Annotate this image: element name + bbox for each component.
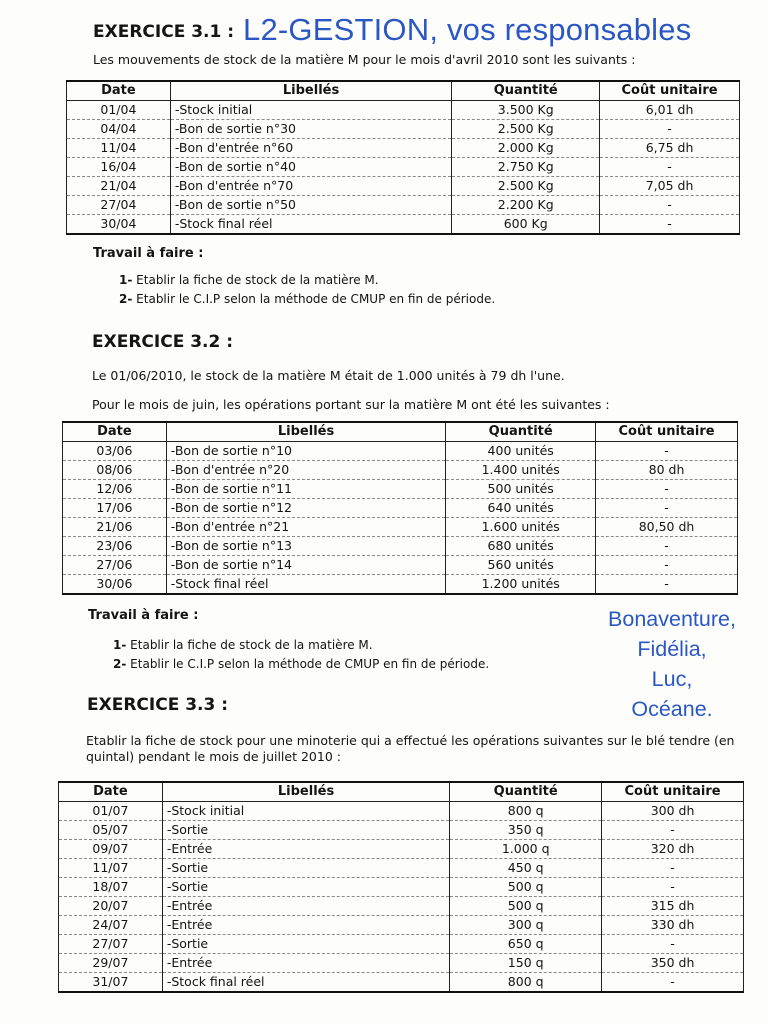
cell-unit-cost: 6,01 dh xyxy=(600,101,740,120)
exercise-2-task-2 xyxy=(113,657,489,671)
cell-quantity: 350 q xyxy=(450,821,602,840)
table-row xyxy=(67,139,740,158)
task-text: Etablir la fiche de stock de la matière M. xyxy=(130,638,373,652)
cell-quantity: 1.400 unités xyxy=(446,461,596,480)
cell-unit-cost: - xyxy=(600,120,740,139)
cell-date: 12/06 xyxy=(63,480,167,499)
table-row xyxy=(63,575,738,595)
header-date: Date xyxy=(59,782,163,802)
cell-label: -Sortie xyxy=(162,821,449,840)
cell-unit-cost: - xyxy=(596,575,738,595)
header-quantity: Quantité xyxy=(452,81,600,101)
table-row xyxy=(67,215,740,235)
cell-quantity: 500 unités xyxy=(446,480,596,499)
cell-date: 21/04 xyxy=(67,177,171,196)
task-text: Etablir le C.I.P selon la méthode de CMUP en fin de période. xyxy=(130,657,490,671)
exercise-3-title: EXERCICE 3.3 : xyxy=(87,695,229,715)
cell-unit-cost: - xyxy=(596,556,738,575)
cell-unit-cost: - xyxy=(602,878,744,897)
exercise-1-intro: Les mouvements de stock de la matière M pour le mois d'avril 2010 sont les suivants : xyxy=(93,52,636,67)
cell-unit-cost: - xyxy=(596,442,738,461)
cell-label: -Bon de sortie n°30 xyxy=(170,120,452,139)
cell-unit-cost: - xyxy=(602,821,744,840)
cell-label: -Entrée xyxy=(162,916,449,935)
cell-label: -Bon d'entrée n°21 xyxy=(166,518,446,537)
cell-label: -Bon d'entrée n°20 xyxy=(166,461,446,480)
table-row xyxy=(59,859,744,878)
cell-unit-cost: - xyxy=(602,859,744,878)
cell-quantity: 450 q xyxy=(450,859,602,878)
header-label: Libellés xyxy=(162,782,449,802)
cell-date: 27/06 xyxy=(63,556,167,575)
cell-label: -Stock final réel xyxy=(166,575,446,595)
cell-unit-cost: 330 dh xyxy=(602,916,744,935)
cell-quantity: 1.200 unités xyxy=(446,575,596,595)
cell-label: -Entrée xyxy=(162,954,449,973)
exercise-1-task-title: Travail à faire : xyxy=(93,246,204,261)
table-row xyxy=(63,518,738,537)
table-row xyxy=(63,461,738,480)
exercise-2-title: EXERCICE 3.2 : xyxy=(92,332,234,352)
cell-label: -Stock initial xyxy=(162,802,449,821)
cell-quantity: 800 q xyxy=(450,802,602,821)
cell-unit-cost: 7,05 dh xyxy=(600,177,740,196)
cell-date: 08/06 xyxy=(63,461,167,480)
cell-quantity: 2.750 Kg xyxy=(452,158,600,177)
table-row xyxy=(63,480,738,499)
table-row xyxy=(59,802,744,821)
task-number: 2- xyxy=(113,657,127,671)
exercise-2-task-1 xyxy=(113,638,373,652)
cell-quantity: 640 unités xyxy=(446,499,596,518)
cell-date: 27/07 xyxy=(59,935,163,954)
cell-quantity: 600 Kg xyxy=(452,215,600,235)
cell-unit-cost: - xyxy=(600,196,740,215)
header-unit-cost: Coût unitaire xyxy=(596,422,738,442)
cell-label: -Bon de sortie n°13 xyxy=(166,537,446,556)
responsables-names xyxy=(586,604,758,724)
cell-date: 31/07 xyxy=(59,973,163,993)
exercise-2-intro: Le 01/06/2010, le stock de la matière M était de 1.000 unités à 79 dh l'une. xyxy=(92,368,565,383)
cell-unit-cost: 300 dh xyxy=(602,802,744,821)
table-row xyxy=(59,916,744,935)
table-row xyxy=(59,954,744,973)
header-label: Libellés xyxy=(170,81,452,101)
cell-label: -Bon de sortie n°12 xyxy=(166,499,446,518)
task-number: 1- xyxy=(113,638,127,652)
header-unit-cost: Coût unitaire xyxy=(602,782,744,802)
cell-quantity: 150 q xyxy=(450,954,602,973)
cell-quantity: 680 unités xyxy=(446,537,596,556)
cell-quantity: 500 q xyxy=(450,897,602,916)
cell-unit-cost: 6,75 dh xyxy=(600,139,740,158)
cell-unit-cost: - xyxy=(596,537,738,556)
header-label: Libellés xyxy=(166,422,446,442)
cell-label: -Stock final réel xyxy=(170,215,452,235)
cell-quantity: 2.200 Kg xyxy=(452,196,600,215)
cell-quantity: 800 q xyxy=(450,973,602,993)
cell-label: -Bon d'entrée n°70 xyxy=(170,177,452,196)
cell-date: 23/06 xyxy=(63,537,167,556)
cell-quantity: 2.000 Kg xyxy=(452,139,600,158)
cell-date: 29/07 xyxy=(59,954,163,973)
exercise-2-intro-2: Pour le mois de juin, les opérations portant sur la matière M ont été les suivantes : xyxy=(92,397,610,412)
cell-date: 05/07 xyxy=(59,821,163,840)
exercise-3-table xyxy=(58,781,744,993)
table-row xyxy=(59,935,744,954)
cell-date: 30/06 xyxy=(63,575,167,595)
cell-quantity: 1.600 unités xyxy=(446,518,596,537)
cell-date: 18/07 xyxy=(59,878,163,897)
header-unit-cost: Coût unitaire xyxy=(600,81,740,101)
cell-date: 04/04 xyxy=(67,120,171,139)
cell-date: 17/06 xyxy=(63,499,167,518)
cell-date: 11/04 xyxy=(67,139,171,158)
cell-quantity: 650 q xyxy=(450,935,602,954)
cell-date: 30/04 xyxy=(67,215,171,235)
cell-label: -Sortie xyxy=(162,859,449,878)
table-row xyxy=(67,120,740,139)
task-number: 2- xyxy=(119,292,133,306)
cell-label: -Stock initial xyxy=(170,101,452,120)
cell-label: -Bon de sortie n°11 xyxy=(166,480,446,499)
cell-label: -Bon de sortie n°40 xyxy=(170,158,452,177)
cell-date: 21/06 xyxy=(63,518,167,537)
name-bonaventure: Bonaventure, xyxy=(608,607,736,631)
cell-label: -Bon de sortie n°50 xyxy=(170,196,452,215)
cell-date: 20/07 xyxy=(59,897,163,916)
header-date: Date xyxy=(67,81,171,101)
table-row xyxy=(63,537,738,556)
cell-quantity: 2.500 Kg xyxy=(452,177,600,196)
cell-date: 09/07 xyxy=(59,840,163,859)
cell-label: -Entrée xyxy=(162,897,449,916)
exercise-2-task-title: Travail à faire : xyxy=(88,608,199,623)
name-oceane: Océane. xyxy=(631,697,713,721)
cell-quantity: 3.500 Kg xyxy=(452,101,600,120)
overlay-title: L2-GESTION, vos responsables xyxy=(243,12,692,47)
cell-label: -Stock final réel xyxy=(162,973,449,993)
name-luc: Luc, xyxy=(651,667,693,691)
cell-date: 01/07 xyxy=(59,802,163,821)
table-row xyxy=(59,897,744,916)
table-row xyxy=(59,973,744,993)
table-row xyxy=(67,158,740,177)
cell-quantity: 560 unités xyxy=(446,556,596,575)
table-row xyxy=(63,442,738,461)
task-text: Etablir la fiche de stock de la matière M. xyxy=(136,273,379,287)
cell-unit-cost: 350 dh xyxy=(602,954,744,973)
exercise-2-table xyxy=(62,421,738,595)
table-row xyxy=(67,101,740,120)
cell-label: -Entrée xyxy=(162,840,449,859)
header-date: Date xyxy=(63,422,167,442)
cell-quantity: 300 q xyxy=(450,916,602,935)
exercise-1-table xyxy=(66,80,740,235)
exercise-1-task-1 xyxy=(119,273,379,287)
cell-date: 01/04 xyxy=(67,101,171,120)
cell-label: -Bon de sortie n°10 xyxy=(166,442,446,461)
cell-date: 11/07 xyxy=(59,859,163,878)
header-quantity: Quantité xyxy=(446,422,596,442)
table-row xyxy=(59,840,744,859)
cell-label: -Sortie xyxy=(162,935,449,954)
cell-date: 16/04 xyxy=(67,158,171,177)
cell-label: -Bon d'entrée n°60 xyxy=(170,139,452,158)
cell-label: -Bon de sortie n°14 xyxy=(166,556,446,575)
cell-unit-cost: - xyxy=(596,480,738,499)
cell-unit-cost: 315 dh xyxy=(602,897,744,916)
task-number: 1- xyxy=(119,273,133,287)
cell-unit-cost: - xyxy=(600,158,740,177)
exercise-3-intro: Etablir la fiche de stock pour une minoterie qui a effectué les opérations suivantes sur le blé tendre (en quintal) pendant le mois de juillet 2010 : xyxy=(86,733,735,764)
table-row xyxy=(67,177,740,196)
cell-date: 27/04 xyxy=(67,196,171,215)
cell-label: -Sortie xyxy=(162,878,449,897)
cell-date: 24/07 xyxy=(59,916,163,935)
cell-unit-cost: - xyxy=(602,935,744,954)
cell-date: 03/06 xyxy=(63,442,167,461)
name-fidelia: Fidélia, xyxy=(637,637,707,661)
exercise-1-title: EXERCICE 3.1 : xyxy=(93,22,235,42)
cell-quantity: 1.000 q xyxy=(450,840,602,859)
cell-unit-cost: - xyxy=(602,973,744,993)
cell-quantity: 500 q xyxy=(450,878,602,897)
task-text: Etablir le C.I.P selon la méthode de CMUP en fin de période. xyxy=(136,292,496,306)
cell-unit-cost: 80,50 dh xyxy=(596,518,738,537)
cell-quantity: 2.500 Kg xyxy=(452,120,600,139)
table-row xyxy=(59,878,744,897)
header-quantity: Quantité xyxy=(450,782,602,802)
cell-quantity: 400 unités xyxy=(446,442,596,461)
cell-unit-cost: - xyxy=(600,215,740,235)
table-row xyxy=(59,821,744,840)
exercise-1-task-2 xyxy=(119,292,495,306)
cell-unit-cost: - xyxy=(596,499,738,518)
table-row xyxy=(67,196,740,215)
cell-unit-cost: 320 dh xyxy=(602,840,744,859)
table-row xyxy=(63,556,738,575)
cell-unit-cost: 80 dh xyxy=(596,461,738,480)
table-row xyxy=(63,499,738,518)
